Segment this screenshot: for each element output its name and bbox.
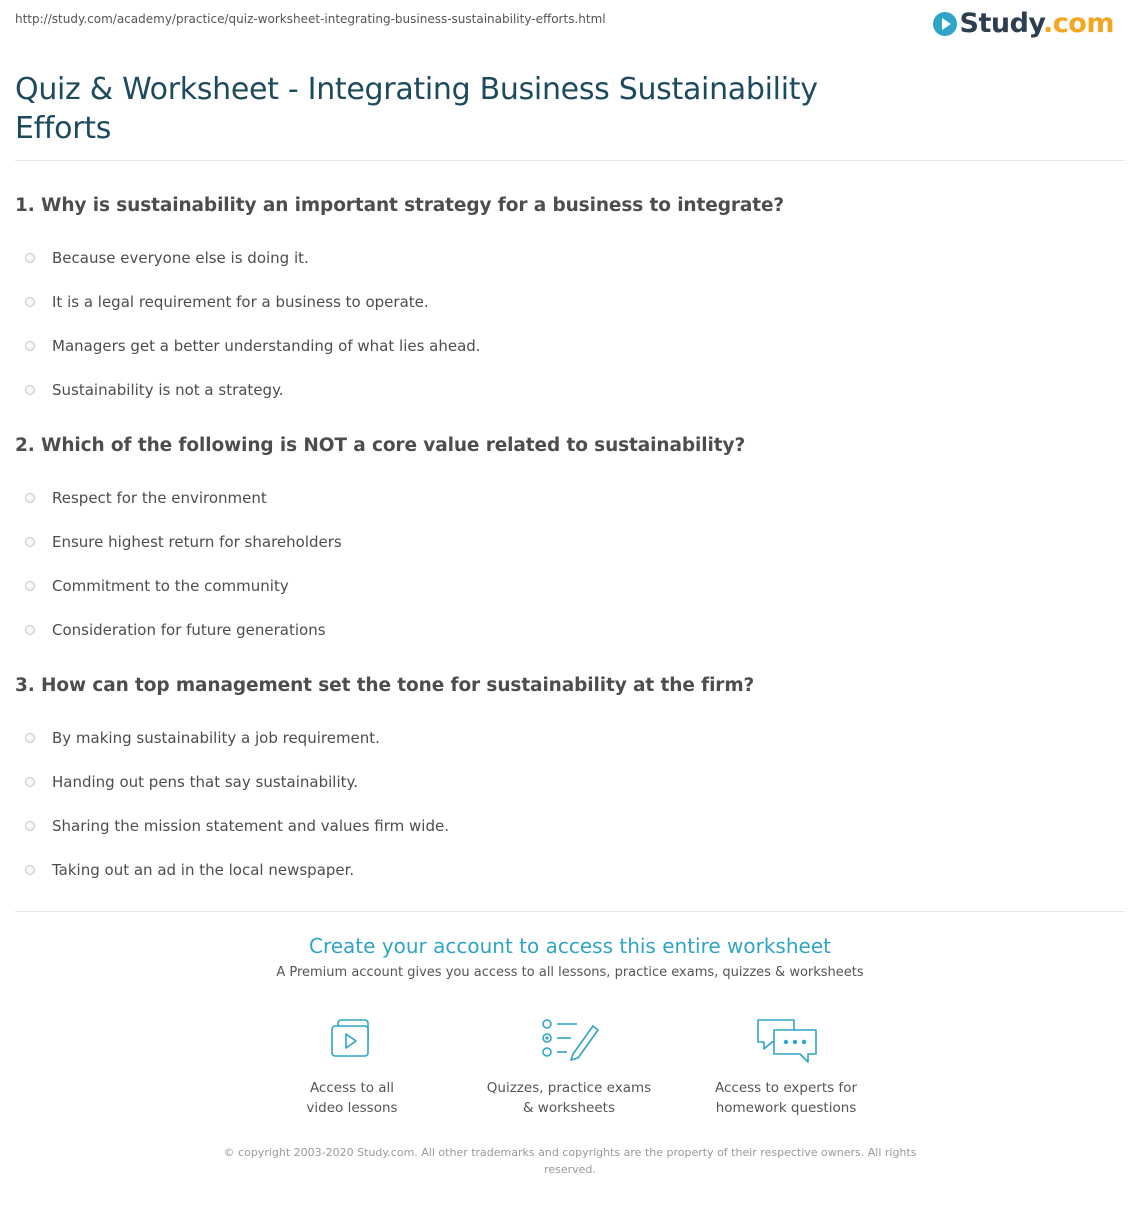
answer-choice[interactable] [15,806,1125,850]
page-title: Quiz & Worksheet - Integrating Business Sustainability Efforts [15,72,818,146]
answer-label: Handing out pens that say sustainability. [52,773,359,791]
premium-description: A Premium account gives you access to all lessons, practice exams, quizzes & worksheets [276,965,864,980]
question-text: 2. Which of the following is NOT a core value related to sustainability? [15,435,746,456]
video-lesson-icon [320,1016,384,1066]
answer-choices [15,478,1125,654]
answer-label: Respect for the environment [52,489,267,507]
radio-button-icon[interactable] [25,341,35,351]
radio-button-icon[interactable] [25,537,35,547]
create-account-link[interactable]: Create your account to access this entire worksheet [309,934,831,958]
question-2 [15,434,1125,654]
answer-label: Consideration for future generations [52,621,326,639]
question-text: 1. Why is sustainability an important strategy for a business to integrate? [15,195,785,216]
divider [15,160,1125,161]
feature-experts [686,1016,886,1118]
answer-label: Sustainability is not a strategy. [52,381,284,399]
feature-label: Quizzes, practice exams & worksheets [486,1080,652,1116]
answer-label: Commitment to the community [52,577,289,595]
answer-label: It is a legal requirement for a business to operate. [52,293,429,311]
radio-button-icon[interactable] [25,625,35,635]
feature-label: Access to experts for homework questions [714,1080,857,1116]
question-3 [15,674,1125,894]
answer-label: Managers get a better understanding of what lies ahead. [52,337,481,355]
answer-choice[interactable] [15,282,1125,326]
answer-choice[interactable] [15,370,1125,414]
answer-choice[interactable] [15,478,1125,522]
answer-label: Taking out an ad in the local newspaper. [52,861,355,879]
radio-button-icon[interactable] [25,385,35,395]
question-text: 3. How can top management set the tone for sustainability at the firm? [15,675,755,696]
chat-bubbles-icon [754,1016,818,1066]
page-url: http://study.com/academy/practice/quiz-worksheet-integrating-business-sustainability-efforts.html [15,12,606,26]
play-logo-icon [933,12,957,36]
answer-label: Because everyone else is doing it. [52,249,309,267]
logo-text: Study.com [959,8,1114,39]
answer-choices [15,718,1125,894]
radio-button-icon[interactable] [25,733,35,743]
answer-choice[interactable] [15,850,1125,894]
answer-choice[interactable] [15,522,1125,566]
feature-video-lessons [252,1016,452,1118]
radio-button-icon[interactable] [25,865,35,875]
answer-choices [15,238,1125,414]
answer-choice[interactable] [15,762,1125,806]
radio-button-icon[interactable] [25,253,35,263]
answer-label: Ensure highest return for shareholders [52,533,342,551]
quiz-checklist-icon [537,1016,601,1066]
answer-choice[interactable] [15,566,1125,610]
feature-quizzes [469,1016,669,1118]
answer-choice[interactable] [15,718,1125,762]
radio-button-icon[interactable] [25,777,35,787]
answer-label: By making sustainability a job requirement. [52,729,380,747]
feature-label: Access to all video lessons [306,1080,398,1116]
radio-button-icon[interactable] [25,493,35,503]
answer-label: Sharing the mission statement and values firm wide. [52,817,449,835]
answer-choice[interactable] [15,238,1125,282]
question-1 [15,194,1125,414]
divider [15,911,1125,912]
radio-button-icon[interactable] [25,297,35,307]
study-logo[interactable] [933,8,1114,39]
radio-button-icon[interactable] [25,581,35,591]
answer-choice[interactable] [15,326,1125,370]
answer-choice[interactable] [15,610,1125,654]
radio-button-icon[interactable] [25,821,35,831]
copyright-notice: © copyright 2003-2020 Study.com. All other trademarks and copyrights are the property of their respective owners. All rights reserved. [223,1146,917,1176]
